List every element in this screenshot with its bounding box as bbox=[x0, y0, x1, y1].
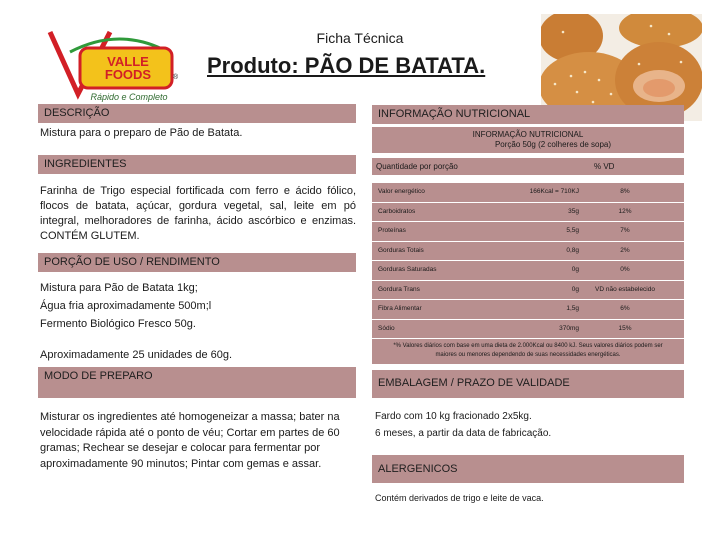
page-title: Produto: PÃO DE BATATA. bbox=[207, 53, 486, 78]
nutrition-table bbox=[372, 183, 684, 364]
nutrient-vd: VD não estabelecido bbox=[595, 285, 655, 293]
nutrient-name: Gorduras Saturadas bbox=[378, 266, 437, 273]
porcao-yield: Aproximadamente 25 unidades de 60g. bbox=[40, 349, 233, 361]
nutrient-vd: 2% bbox=[620, 246, 630, 254]
nutrient-vd: 15% bbox=[618, 324, 632, 332]
table-row bbox=[372, 320, 684, 339]
nutrient-name: Gordura Trans bbox=[378, 285, 420, 293]
table-row bbox=[372, 222, 684, 241]
nutrient-vd: 6% bbox=[620, 305, 630, 312]
modo-text: Misturar os ingredientes até homogeneizar a massa; bater na velocidade rápida até o ponto de véu; Cortar em partes de 60 gramas; Rechear se desejar e colocar para fermentar por aproximadamente 90 minutos; Pintar com gemas e assar. bbox=[40, 411, 340, 470]
section-alergenicos-header: ALERGENICOS bbox=[372, 455, 684, 483]
embalagem-line: 6 meses, a partir da data de fabricação. bbox=[375, 428, 552, 439]
alergenicos-text: Contém derivados de trigo e leite de vaca. bbox=[375, 493, 544, 503]
logo-registered-mark: ® bbox=[173, 74, 179, 81]
ingredientes-text: Farinha de Trigo especial fortificada com ferro e ácido fólico, flocos de batata, açúcar, gordura vegetal, sal, leite em pó integral, melhoradores de farinha, ácido ascórbico e enzimas. CONTÉM GLUTEM. bbox=[40, 185, 356, 242]
nutrient-amount: 5,5g bbox=[566, 227, 579, 234]
nutricional-title: INFORMAÇÃO NUTRICIONAL bbox=[472, 130, 584, 139]
col-portion-label: Quantidade por porção bbox=[376, 162, 458, 171]
table-row bbox=[372, 183, 684, 202]
section-porcao-header: PORÇÃO DE USO / RENDIMENTO bbox=[38, 253, 356, 272]
nutrient-name: Proteínas bbox=[378, 227, 406, 234]
nutrient-amount: 0g bbox=[571, 285, 579, 293]
nutrient-name: Fibra Alimentar bbox=[378, 305, 422, 312]
nutrient-name: Valor energético bbox=[378, 188, 425, 195]
table-row bbox=[372, 203, 684, 222]
table-row bbox=[372, 281, 684, 300]
nutricional-portion: Porção 50g (2 colheres de sopa) bbox=[494, 140, 612, 149]
descricao-text: Mistura para o preparo de Pão de Batata. bbox=[40, 127, 243, 139]
porcao-line: Água fria aproximadamente 500m;l bbox=[40, 300, 212, 312]
logo-name: VALLE FOODS bbox=[104, 54, 152, 82]
nutrient-amount: 166Kcal = 710KJ bbox=[529, 188, 579, 195]
porcao-line: Mistura para Pão de Batata 1kg; bbox=[40, 282, 198, 294]
table-row bbox=[372, 242, 684, 261]
nutrient-amount: 35g bbox=[568, 207, 579, 215]
porcao-line: Fermento Biológico Fresco 50g. bbox=[40, 318, 196, 330]
logo-tagline: Rápido e Completo bbox=[90, 92, 168, 102]
nutrient-vd: 0% bbox=[620, 266, 630, 273]
table-row bbox=[372, 300, 684, 319]
logo bbox=[40, 22, 190, 110]
nutricional-box-title bbox=[372, 127, 684, 153]
nutrient-vd: 8% bbox=[620, 188, 630, 195]
nutricional-columns-header bbox=[372, 158, 684, 175]
section-modo-header: MODO DE PREPARO bbox=[38, 367, 356, 398]
nutrient-name: Gorduras Totais bbox=[378, 246, 424, 254]
nutrient-amount: 1,5g bbox=[566, 305, 579, 312]
nutrient-amount: 0,8g bbox=[566, 246, 579, 254]
nutrition-footnote: *% Valores diários com base em uma dieta de 2.000Kcal ou 8400 kJ. Seus valores diários podem ser maiores ou menores dependendo de suas necessidades energéticas. bbox=[372, 339, 684, 364]
nutrient-amount: 370mg bbox=[559, 324, 579, 332]
col-vd-label: % VD bbox=[594, 162, 615, 171]
header-subtitle: Ficha Técnica bbox=[316, 30, 404, 46]
section-nutricional-header: INFORMAÇÃO NUTRICIONAL bbox=[372, 105, 684, 124]
section-embalagem-header: EMBALAGEM / PRAZO DE VALIDADE bbox=[372, 370, 684, 398]
table-row bbox=[372, 261, 684, 280]
nutrient-amount: 0g bbox=[571, 266, 579, 273]
section-ingredientes-header: INGREDIENTES bbox=[38, 155, 356, 174]
nutrient-vd: 12% bbox=[618, 207, 632, 215]
embalagem-line: Fardo com 10 kg fracionado 2x5kg. bbox=[375, 411, 532, 422]
section-descricao-header: DESCRIÇÃO bbox=[38, 104, 356, 123]
nutrient-name: Carboidratos bbox=[378, 207, 416, 215]
nutrient-name: Sódio bbox=[378, 324, 395, 332]
nutrient-vd: 7% bbox=[620, 227, 630, 234]
